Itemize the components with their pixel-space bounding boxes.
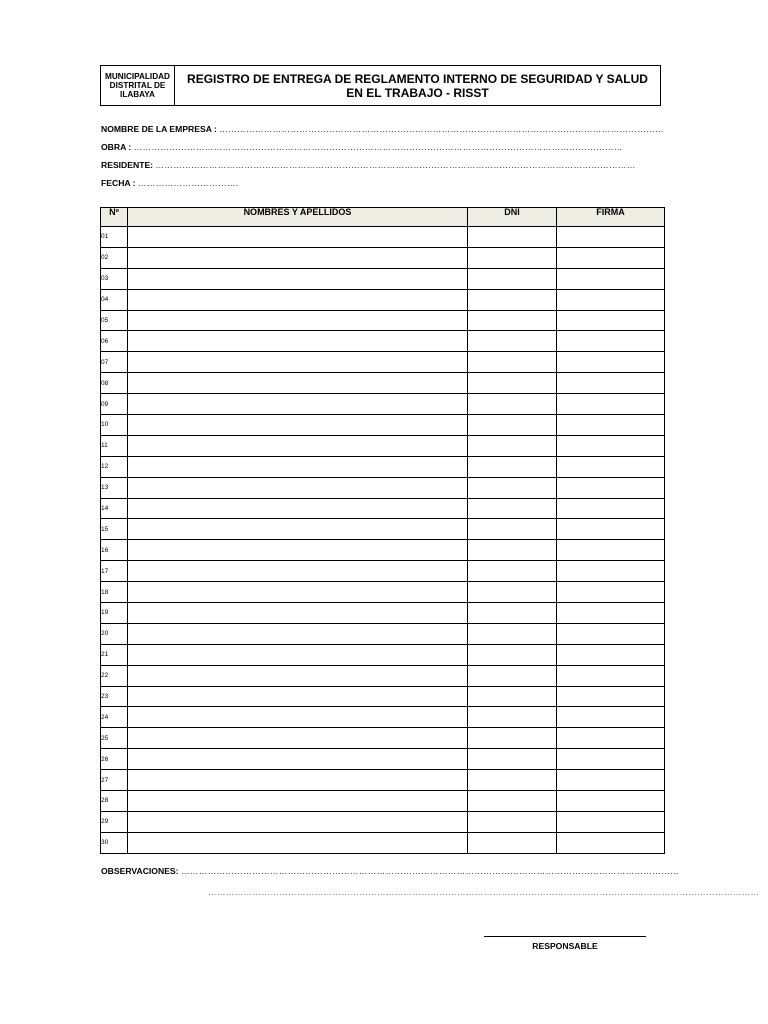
row-number: 28 [101, 791, 128, 812]
table-row [101, 749, 665, 770]
nombres-cell[interactable] [128, 247, 468, 268]
firma-cell[interactable] [557, 582, 665, 603]
row-number: 29 [101, 811, 128, 832]
dni-cell[interactable] [468, 498, 557, 519]
firma-cell[interactable] [557, 498, 665, 519]
firma-cell[interactable] [557, 352, 665, 373]
header-dni: DNI [468, 208, 557, 227]
nombres-cell[interactable] [128, 832, 468, 853]
dni-cell[interactable] [468, 561, 557, 582]
nombres-cell[interactable] [128, 811, 468, 832]
nombres-cell[interactable] [128, 623, 468, 644]
fecha-label: FECHA : [101, 178, 136, 188]
row-number: 11 [101, 435, 128, 456]
table-row [101, 268, 665, 289]
row-number: 09 [101, 394, 128, 415]
row-number: 22 [101, 665, 128, 686]
row-number: 26 [101, 749, 128, 770]
firma-cell[interactable] [557, 247, 665, 268]
row-number: 18 [101, 582, 128, 603]
firma-cell[interactable] [557, 811, 665, 832]
nombres-cell[interactable] [128, 456, 468, 477]
header-numero: Nº [101, 208, 128, 227]
obra-dots: ………………………………………………………………………………………………………………………………………………… [133, 142, 623, 152]
firma-cell[interactable] [557, 415, 665, 436]
dni-cell[interactable] [468, 227, 557, 248]
row-number: 15 [101, 519, 128, 540]
header-firma: FIRMA [557, 208, 665, 227]
table-row [101, 770, 665, 791]
row-number: 13 [101, 477, 128, 498]
firma-cell[interactable] [557, 749, 665, 770]
firma-cell[interactable] [557, 519, 665, 540]
nombres-cell[interactable] [128, 331, 468, 352]
firma-cell[interactable] [557, 394, 665, 415]
dni-cell[interactable] [468, 289, 557, 310]
dni-cell[interactable] [468, 373, 557, 394]
table-row [101, 435, 665, 456]
nombres-cell[interactable] [128, 394, 468, 415]
table-row [101, 289, 665, 310]
table-row [101, 686, 665, 707]
nombres-cell[interactable] [128, 373, 468, 394]
empresa-label: NOMBRE DE LA EMPRESA : [101, 124, 217, 134]
row-number: 16 [101, 540, 128, 561]
dni-cell[interactable] [468, 811, 557, 832]
row-number: 04 [101, 289, 128, 310]
nombres-cell[interactable] [128, 749, 468, 770]
header-box [100, 65, 661, 106]
observaciones-label: OBSERVACIONES: [101, 866, 179, 876]
dni-cell[interactable] [468, 540, 557, 561]
nombres-cell[interactable] [128, 268, 468, 289]
nombres-cell[interactable] [128, 310, 468, 331]
firma-cell[interactable] [557, 331, 665, 352]
fecha-dots: ……………………………. [137, 178, 239, 188]
residente-field [101, 160, 636, 171]
nombres-cell[interactable] [128, 561, 468, 582]
firma-cell[interactable] [557, 289, 665, 310]
row-number: 06 [101, 331, 128, 352]
dni-cell[interactable] [468, 749, 557, 770]
firma-cell[interactable] [557, 832, 665, 853]
empresa-field [101, 124, 664, 135]
nombres-cell[interactable] [128, 665, 468, 686]
nombres-cell[interactable] [128, 603, 468, 624]
dni-cell[interactable] [468, 603, 557, 624]
nombres-cell[interactable] [128, 352, 468, 373]
row-number: 03 [101, 268, 128, 289]
nombres-cell[interactable] [128, 770, 468, 791]
table-row [101, 644, 665, 665]
table-row [101, 498, 665, 519]
row-number: 20 [101, 623, 128, 644]
observaciones-dots: …………………………………………………………………………………………………………………………………………………… [180, 866, 679, 876]
document-title: REGISTRO DE ENTREGA DE REGLAMENTO INTERNO DE SEGURIDAD Y SALUD EN EL TRABAJO - RISST [187, 71, 648, 100]
nombres-cell[interactable] [128, 498, 468, 519]
firma-cell[interactable] [557, 561, 665, 582]
dni-cell[interactable] [468, 456, 557, 477]
dni-cell[interactable] [468, 477, 557, 498]
table-header-row [101, 208, 665, 227]
firma-cell[interactable] [557, 540, 665, 561]
firma-cell[interactable] [557, 665, 665, 686]
table-row [101, 331, 665, 352]
dni-cell[interactable] [468, 435, 557, 456]
table-row [101, 540, 665, 561]
firma-cell[interactable] [557, 686, 665, 707]
table-row [101, 728, 665, 749]
municipality-label: MUNICIPALIDAD DISTRITAL DE ILABAYA [101, 66, 175, 105]
dni-cell[interactable] [468, 665, 557, 686]
firma-cell[interactable] [557, 456, 665, 477]
table-row [101, 811, 665, 832]
row-number: 21 [101, 644, 128, 665]
nombres-cell[interactable] [128, 728, 468, 749]
table-row [101, 519, 665, 540]
dni-cell[interactable] [468, 519, 557, 540]
row-number: 14 [101, 498, 128, 519]
nombres-cell[interactable] [128, 519, 468, 540]
table-row [101, 456, 665, 477]
registro-table [100, 207, 665, 854]
row-number: 05 [101, 310, 128, 331]
row-number: 27 [101, 770, 128, 791]
table-row [101, 707, 665, 728]
row-number: 02 [101, 247, 128, 268]
row-number: 07 [101, 352, 128, 373]
table-row [101, 227, 665, 248]
dni-cell[interactable] [468, 832, 557, 853]
table-row [101, 373, 665, 394]
nombres-cell[interactable] [128, 415, 468, 436]
residente-label: RESIDENTE: [101, 160, 154, 170]
dni-cell[interactable] [468, 268, 557, 289]
firma-cell[interactable] [557, 268, 665, 289]
table-row [101, 394, 665, 415]
table-row [101, 791, 665, 812]
table-row [101, 561, 665, 582]
dni-cell[interactable] [468, 310, 557, 331]
table-row [101, 665, 665, 686]
firma-cell[interactable] [557, 373, 665, 394]
row-number: 10 [101, 415, 128, 436]
table-row [101, 477, 665, 498]
residente-dots: ……………………………………………………………………………………………………………………………………………… [155, 160, 636, 170]
row-number: 17 [101, 561, 128, 582]
dni-cell[interactable] [468, 644, 557, 665]
nombres-cell[interactable] [128, 644, 468, 665]
firma-cell[interactable] [557, 623, 665, 644]
row-number: 12 [101, 456, 128, 477]
dni-cell[interactable] [468, 707, 557, 728]
firma-cell[interactable] [557, 477, 665, 498]
row-number: 19 [101, 603, 128, 624]
dni-cell[interactable] [468, 394, 557, 415]
nombres-cell[interactable] [128, 289, 468, 310]
header-nombres: NOMBRES Y APELLIDOS [128, 208, 468, 227]
nombres-cell[interactable] [128, 707, 468, 728]
firma-cell[interactable] [557, 770, 665, 791]
firma-cell[interactable] [557, 728, 665, 749]
nombres-cell[interactable] [128, 582, 468, 603]
obra-field [101, 142, 623, 153]
firma-cell[interactable] [557, 707, 665, 728]
dni-cell[interactable] [468, 582, 557, 603]
firma-cell[interactable] [557, 310, 665, 331]
observaciones-field [101, 866, 679, 876]
empresa-dots: …………………………………………………………………………………………………………………………………… [219, 124, 664, 134]
firma-cell[interactable] [557, 791, 665, 812]
table-row [101, 415, 665, 436]
firma-cell[interactable] [557, 603, 665, 624]
table-row [101, 582, 665, 603]
dni-cell[interactable] [468, 247, 557, 268]
row-number: 25 [101, 728, 128, 749]
nombres-cell[interactable] [128, 791, 468, 812]
row-number: 23 [101, 686, 128, 707]
nombres-cell[interactable] [128, 686, 468, 707]
table-row [101, 352, 665, 373]
table-row [101, 310, 665, 331]
nombres-cell[interactable] [128, 477, 468, 498]
table-row [101, 623, 665, 644]
dni-cell[interactable] [468, 415, 557, 436]
nombres-cell[interactable] [128, 540, 468, 561]
firma-cell[interactable] [557, 644, 665, 665]
table-row [101, 247, 665, 268]
fecha-field [101, 178, 238, 189]
signature-line [484, 936, 646, 937]
dni-cell[interactable] [468, 623, 557, 644]
dni-cell[interactable] [468, 770, 557, 791]
table-row [101, 832, 665, 853]
row-number: 24 [101, 707, 128, 728]
dni-cell[interactable] [468, 686, 557, 707]
dni-cell[interactable] [468, 331, 557, 352]
row-number: 08 [101, 373, 128, 394]
observaciones-dots-line2: …………………………………………………………………………………………………………………………………………………………………… [208, 887, 760, 897]
firma-cell[interactable] [557, 227, 665, 248]
table-row [101, 603, 665, 624]
dni-cell[interactable] [468, 352, 557, 373]
row-number: 30 [101, 832, 128, 853]
row-number: 01 [101, 227, 128, 248]
firma-cell[interactable] [557, 435, 665, 456]
obra-label: OBRA : [101, 142, 132, 152]
dni-cell[interactable] [468, 728, 557, 749]
nombres-cell[interactable] [128, 227, 468, 248]
responsable-label: RESPONSABLE [532, 941, 598, 951]
nombres-cell[interactable] [128, 435, 468, 456]
dni-cell[interactable] [468, 791, 557, 812]
